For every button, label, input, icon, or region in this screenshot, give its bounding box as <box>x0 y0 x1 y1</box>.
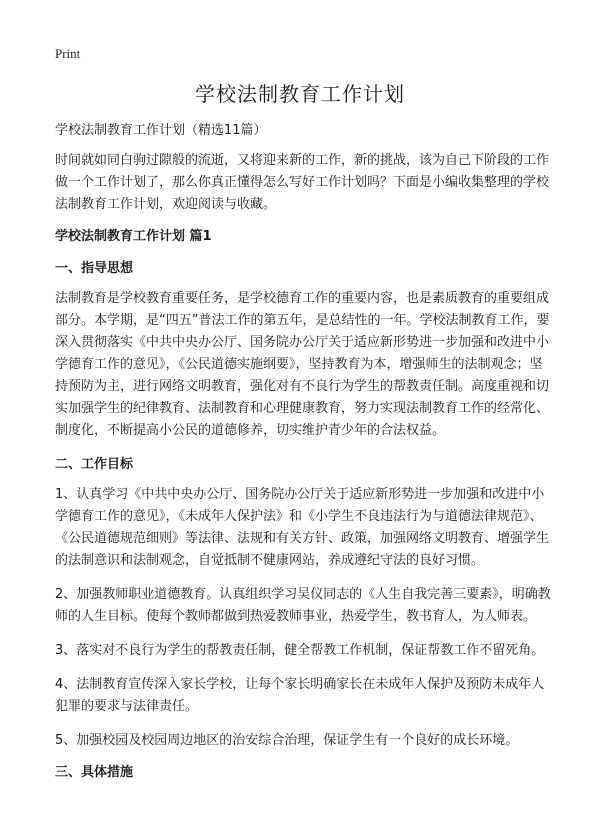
section-heading-guiding-ideology: 一、指导思想 <box>55 261 134 276</box>
goal-item: 3、落实对不良行为学生的帮教责任制，健全帮教工作机制，保证帮教工作不留死角。 <box>55 643 545 658</box>
page-title: 学校法制教育工作计划 <box>195 82 405 106</box>
goal-item: 2、加强教师职业道德教育。认真组织学习吴仪同志的《人生自我完善三要素》，明确教师的人生目标。使每个教师都做到热爱教师事业，热爱学生，教书育人，为人师表。 <box>55 587 551 624</box>
document-subtitle: 学校法制教育工作计划（精选11篇） <box>55 123 267 138</box>
intro-paragraph: 时间就如同白驹过隙般的流逝，又将迎来新的工作，新的挑战，该为自己下阶段的工作做一个工作计划了，那么你真正懂得怎么写好工作计划吗？下面是小编收集整理的学校法制教育工作计划，欢迎阅读与收藏。 <box>55 153 550 212</box>
section-heading-work-goals: 二、工作目标 <box>55 457 134 472</box>
print-link[interactable]: Print <box>55 46 81 61</box>
goal-item: 4、法制教育宣传深入家长学校，让每个家长明确家长在未成年人保护及预防未成年人犯罪的要求与法律责任。 <box>55 677 545 714</box>
goal-item: 5、加强校园及校园周边地区的治安综合治理，保证学生有一个良好的成长环境。 <box>55 733 519 748</box>
guiding-ideology-paragraph: 法制教育是学校教育重要任务，是学校德育工作的重要内容，也是素质教育的重要组成部分。本学期，是“四五”普法工作的第五年，是总结性的一年。学校法制教育工作，要深入贯彻落实《中共中央办公厅、国务院办公厅关于适应新形势进一步加强和改进中小学德育工作的意见》，《公民道德实施纲要》，坚持教育为本，增强师生的法制观念；坚持预防为主，进行网络文明教育，强化对有不良行为学生的帮教责任制。高度重视和切实加强学生的纪律教育、法制教育和心理健康教育，努力实现法制教育工作的经常化、制度化，不断提高小公民的道德修养，切实维护青少年的合法权益。 <box>55 291 550 438</box>
goal-item: 1、认真学习《中共中央办公厅、国务院办公厅关于适应新形势进一步加强和改进中小学德育工作的意见》，《未成年人保护法》和《小学生不良违法行为与道德法律规范》、《公民道德规范细则》等法律、法规和有关方针、政策，加强网络文明教育、增强学生的法制意识和法制观念，自觉抵制不健康网站，养成遵纪守法的良好习惯。 <box>55 487 550 568</box>
article-heading: 学校法制教育工作计划 篇1 <box>55 229 212 244</box>
section-heading-specific-measures: 三、具体措施 <box>55 765 134 780</box>
document-body <box>55 120 555 784</box>
